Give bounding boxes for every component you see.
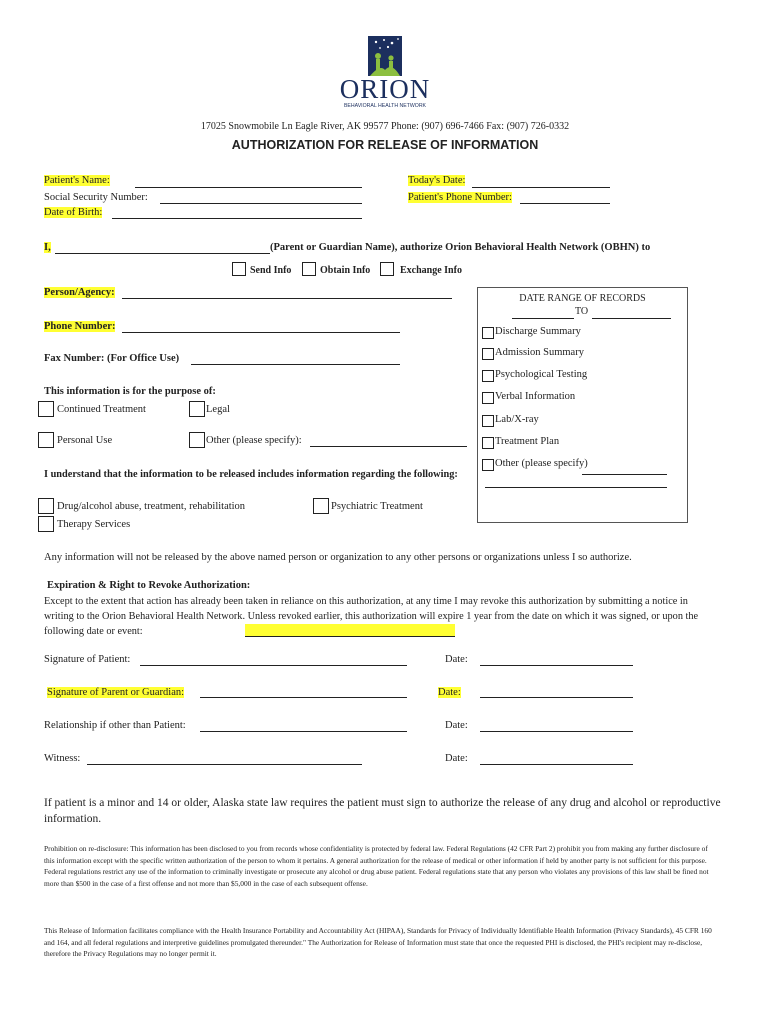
guardian-signature-label: Signature of Parent or Guardian: — [47, 687, 185, 698]
prohibition-text: Prohibition on re-disclosure: This information has been disclosed to you from records whose confidentiality is protected by federal law. Federal Regulations (42 CFR Part 2) prohibit you from making any further disclosure of this information except with the specific written authorization of the person to whom it pertains. A general authorization for the release of medical or other information if held by another party is not sufficient for this purpose. Federal regulations restrict any use of the information to criminally investigate or prosecute any alcohol or drug abuse patient. Federal regulations state that any person who violates any provisions of this law shall be fined not more than $500 in the case of a first offense and not more than $5,000 in the case of each subsequent offense. — [44, 844, 709, 888]
legal-label: Legal — [206, 404, 230, 415]
witness-date-label: Date: — [445, 753, 468, 764]
treatment-plan-checkbox[interactable] — [482, 437, 494, 449]
witness-field[interactable] — [87, 764, 362, 765]
other-records-field-2[interactable] — [485, 487, 667, 488]
drug-alcohol-label: Drug/alcohol abuse, treatment, rehabilitation — [57, 501, 246, 512]
logo-name: ORION — [339, 74, 431, 104]
other-records-label: Other (please specify) — [495, 458, 588, 469]
patient-name-label: Patient's Name: — [44, 175, 110, 186]
patient-name-field[interactable] — [135, 187, 362, 188]
lab-xray-checkbox[interactable] — [482, 415, 494, 427]
phone-number-field[interactable] — [122, 332, 400, 333]
understand-heading: I understand that the information to be released includes information regarding the following: — [44, 469, 458, 480]
relationship-date-field[interactable] — [480, 731, 633, 732]
personal-use-label: Personal Use — [57, 435, 113, 446]
i-label: I, — [44, 242, 51, 253]
address-line: 17025 Snowmobile Ln Eagle River, AK 99577 Phone: (907) 696-7466 Fax: (907) 726-0332 — [200, 121, 570, 132]
therapy-services-label: Therapy Services — [57, 519, 131, 530]
guardian-date-field[interactable] — [480, 697, 633, 698]
continued-treatment-checkbox[interactable] — [38, 401, 54, 417]
admission-summary-checkbox[interactable] — [482, 348, 494, 360]
todays-date-field[interactable] — [472, 187, 610, 188]
date-range-heading: DATE RANGE OF RECORDS — [519, 293, 646, 304]
legal-checkbox[interactable] — [189, 401, 205, 417]
logo-subtitle: BEHAVIORAL HEALTH NETWORK — [343, 103, 427, 109]
expiration-body: Except to the extent that action has already been taken in reliance on this authorization, at any time I may revoke this authorization by submitting a notice in writing to the Orion Behavioral Health Network. Unless revoked earlier, this authorization will expire 1 year from the date on which it was signed, or upon the following date or event: — [44, 596, 699, 637]
other-purpose-checkbox[interactable] — [189, 432, 205, 448]
other-records-field[interactable] — [582, 474, 667, 475]
relationship-field[interactable] — [200, 731, 407, 732]
purpose-heading: This information is for the purpose of: — [44, 386, 216, 397]
personal-use-checkbox[interactable] — [38, 432, 54, 448]
relationship-date-label: Date: — [445, 720, 468, 731]
lab-xray-label: Lab/X-ray — [495, 414, 539, 425]
other-records-checkbox[interactable] — [482, 459, 494, 471]
obtain-info-checkbox[interactable] — [302, 262, 316, 276]
therapy-services-checkbox[interactable] — [38, 516, 54, 532]
dob-label: Date of Birth: — [44, 207, 103, 218]
witness-date-field[interactable] — [480, 764, 633, 765]
release-notice: Any information will not be released by the above named person or organization to any other persons or organizations unless I so authorize. — [44, 552, 632, 563]
discharge-summary-checkbox[interactable] — [482, 327, 494, 339]
guardian-signature-field[interactable] — [200, 697, 407, 698]
date-range-to-field[interactable] — [592, 318, 671, 319]
patient-date-field[interactable] — [480, 665, 633, 666]
dob-field[interactable] — [112, 218, 362, 219]
patient-date-label: Date: — [445, 654, 468, 665]
patient-signature-label: Signature of Patient: — [44, 654, 131, 665]
phone-number-label: Phone Number: — [44, 321, 116, 332]
verbal-information-checkbox[interactable] — [482, 392, 494, 404]
todays-date-label: Today's Date: — [408, 175, 466, 186]
relationship-label: Relationship if other than Patient: — [44, 720, 186, 731]
other-purpose-field[interactable] — [310, 446, 467, 447]
psychological-testing-label: Psychological Testing — [495, 369, 588, 380]
verbal-information-label: Verbal Information — [495, 391, 576, 402]
fax-number-field[interactable] — [191, 364, 400, 365]
discharge-summary-label: Discharge Summary — [495, 326, 581, 337]
patient-signature-field[interactable] — [140, 665, 407, 666]
guardian-name-field[interactable] — [55, 253, 270, 254]
expiration-heading: Expiration & Right to Revoke Authorization: — [47, 580, 251, 591]
minor-notice: If patient is a minor and 14 or older, Alaska state law requires the patient must sign to authorize the release of any drug and alcohol or reproductive information. — [44, 797, 721, 825]
admission-summary-label: Admission Summary — [495, 347, 584, 358]
witness-label: Witness: — [44, 753, 81, 764]
expiration-date-field[interactable] — [245, 624, 455, 637]
date-range-from-field[interactable] — [512, 318, 574, 319]
send-info-checkbox[interactable] — [232, 262, 246, 276]
psychiatric-treatment-checkbox[interactable] — [313, 498, 329, 514]
obtain-info-label: Obtain Info — [320, 265, 371, 276]
form-title: AUTHORIZATION FOR RELEASE OF INFORMATION — [231, 138, 539, 152]
date-range-to-label: TO — [575, 306, 589, 317]
hipaa-text: This Release of Information facilitates compliance with the Health Insurance Portability and Accountability Act (HIPAA), Standards for Privacy of Individually Identifiable Health Information (Privacy Standards), 45 CFR 160 and 164, and all federal regulations and interpretive guidelines promulgated thereunder." The Authorization for Release of Information must state that once the requested PHI is disclosed, the PHI's recipient may re-disclose, therefore the Privacy Regulations may no longer permit it. — [44, 926, 712, 958]
drug-alcohol-checkbox[interactable] — [38, 498, 54, 514]
treatment-plan-label: Treatment Plan — [495, 436, 560, 447]
ssn-label: Social Security Number: — [44, 192, 148, 203]
other-purpose-label: Other (please specify): — [206, 435, 302, 446]
psychiatric-treatment-label: Psychiatric Treatment — [331, 501, 423, 512]
patient-phone-label: Patient's Phone Number: — [408, 192, 512, 203]
person-agency-field[interactable] — [122, 298, 452, 299]
exchange-info-label: Exchange Info — [400, 265, 462, 276]
orion-logo — [330, 34, 440, 112]
fax-number-label: Fax Number: (For Office Use) — [44, 353, 180, 364]
person-agency-label: Person/Agency: — [44, 287, 115, 298]
patient-phone-field[interactable] — [520, 203, 610, 204]
ssn-field[interactable] — [160, 203, 362, 204]
continued-treatment-label: Continued Treatment — [57, 404, 146, 415]
send-info-label: Send Info — [250, 265, 292, 276]
psychological-testing-checkbox[interactable] — [482, 370, 494, 382]
authorize-statement: (Parent or Guardian Name), authorize Orion Behavioral Health Network (OBHN) to — [270, 242, 651, 253]
guardian-date-label: Date: — [438, 687, 461, 698]
exchange-info-checkbox[interactable] — [380, 262, 394, 276]
